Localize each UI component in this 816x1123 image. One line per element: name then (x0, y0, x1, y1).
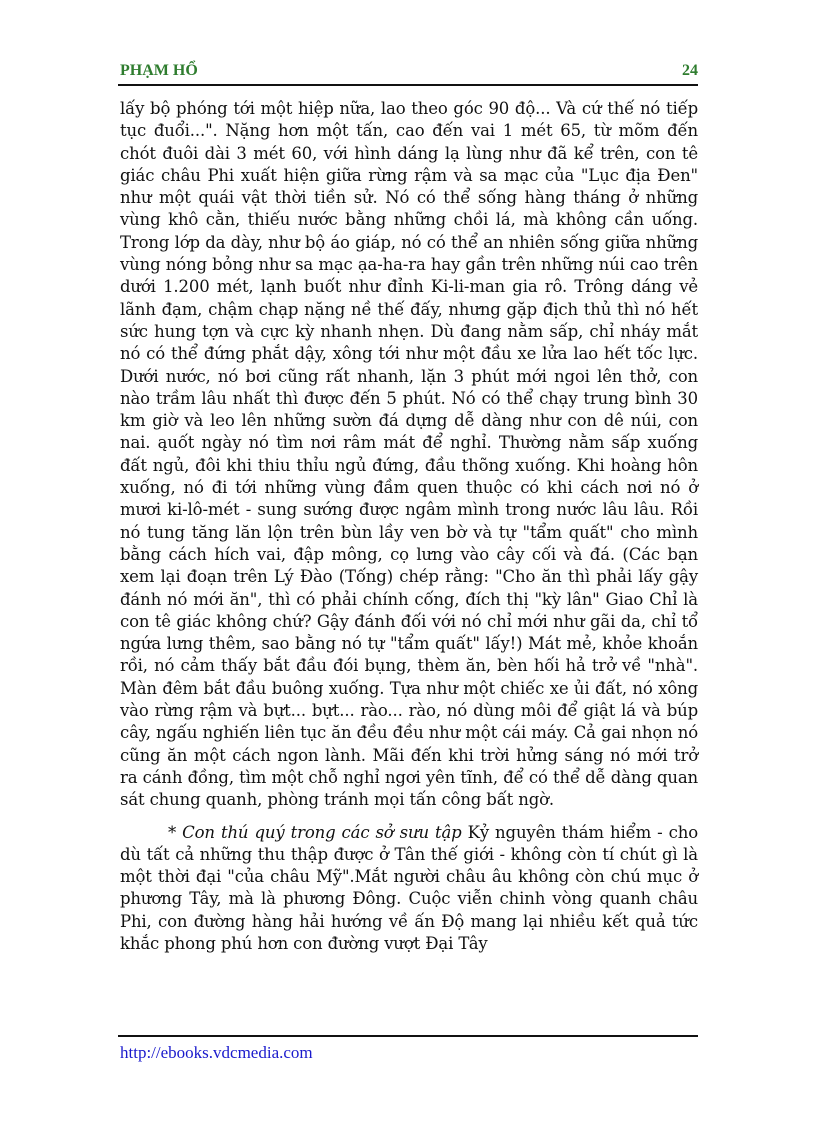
header-rule (118, 84, 698, 86)
footer-rule (118, 1035, 698, 1037)
body-paragraph-section (120, 822, 698, 956)
page-body (120, 98, 698, 955)
footer-link[interactable]: http://ebooks.vdcmedia.com (120, 1043, 313, 1062)
header-author: PHẠM HỔ (120, 62, 198, 79)
page-number: 24 (682, 62, 698, 79)
section-title: * Con thú quý trong các sở sưu tập (168, 822, 462, 842)
section-text: Kỷ nguyên thám hiểm - cho dù tất cả những thu thập được ở Tân thế giới - không còn tí chút gì là một thời đại "của châu Mỹ".Mắt người châu âu không còn chú mục ở phương Tây, mà là phương Đông. Cuộc viễn chinh vòng quanh châu Phi, con đường hàng hải hướng về ấn Độ mang lại nhiều kết quả tức khắc phong phú hơn con đường vượt Đại Tây (120, 822, 698, 953)
body-paragraph: lấy bộ phóng tới một hiệp nữa, lao theo góc 90 độ... Và cứ thế nó tiếp tục đuổi...". Nặng hơn một tấn, cao đến vai 1 mét 65, từ mõm đến chót đuôi dài 3 mét 60, với hình dáng lạ lùng như đã kể trên, con tê giác châu Phi xuất hiện giữa rừng rậm và sa mạc của "Lục địa Đen" như một quái vật thời tiền sử. Nó có thể sống hàng tháng ở những vùng khô cằn, thiếu nước bằng những chồi lá, mà không cần uống. Trong lớp da dày, như bộ áo giáp, nó có thể an nhiên sống giữa những vùng nóng bỏng như sa mạc ạa-ha-ra hay gần trên những núi cao trên dưới 1.200 mét, lạnh buốt như đỉnh Ki-li-man gia rô. Trông dáng vẻ lãnh đạm, chậm chạp nặng nề thế đấy, nhưng gặp địch thủ thì nó hết sức hung tợn và cực kỳ nhanh nhẹn. Dù đang nằm sấp, chỉ nháy mắt nó có thể đứng phắt dậy, xông tới như một đầu xe lửa lao hết tốc lực. Dưới nước, nó bơi cũng rất nhanh, lặn 3 phút mới ngoi lên thở, con nào trầm lâu nhất thì được đến 5 phút. Nó có thể chạy trung bình 30 km giờ và leo lên những sườn đá dựng dễ dàng như con dê núi, con nai. ąuốt ngày nó tìm nơi râm mát để nghỉ. Thường nằm sấp xuống đất ngủ, đôi khi thiu thỉu ngủ đứng, đầu thõng xuống. Khi hoàng hôn xuống, nó đi tới những vùng đầm quen thuộc có khi cách nơi nó ở mươi ki-lô-mét - sung sướng được ngâm mình trong nước lâu lâu. Rồi nó tung tăng lăn lộn trên bùn lầy ven bờ và tự "tẩm quất" cho mình bằng cách hích vai, đập mông, cọ lưng vào cây cối và đá. (Các bạn xem lại đoạn trên Lý Đào (Tống) chép rằng: "Cho ăn thì phải lấy gậy đánh nó mới ăn", thì có phải chính cống, đích thị "kỳ lân" Giao Chỉ là con tê giác không chứ? Gậy đánh đối với nó chỉ mới như gãi da, chỉ tổ ngứa lưng thêm, sao bằng nó tự "tẩm quất" lấy!) Mát mẻ, khỏe khoắn rồi, nó cảm thấy bắt đầu đói bụng, thèm ăn, bèn hối hả trở về "nhà". Màn đêm bắt đầu buông xuống. Tựa như một chiếc xe ủi đất, nó xông vào rừng rậm và bựt... bựt... rào... rào, nó dùng môi để giật lá và búp cây, ngấu nghiến liên tục ăn đều đều như một cái máy. Cả gai nhọn nó cũng ăn một cách ngon lành. Mãi đến khi trời hửng sáng nó mới trở ra cánh đồng, tìm một chỗ nghỉ ngơi yên tĩnh, để có thể dễ dàng quan sát chung quanh, phòng tránh mọi tấn công bất ngờ. (120, 99, 698, 810)
page-header (120, 62, 698, 82)
